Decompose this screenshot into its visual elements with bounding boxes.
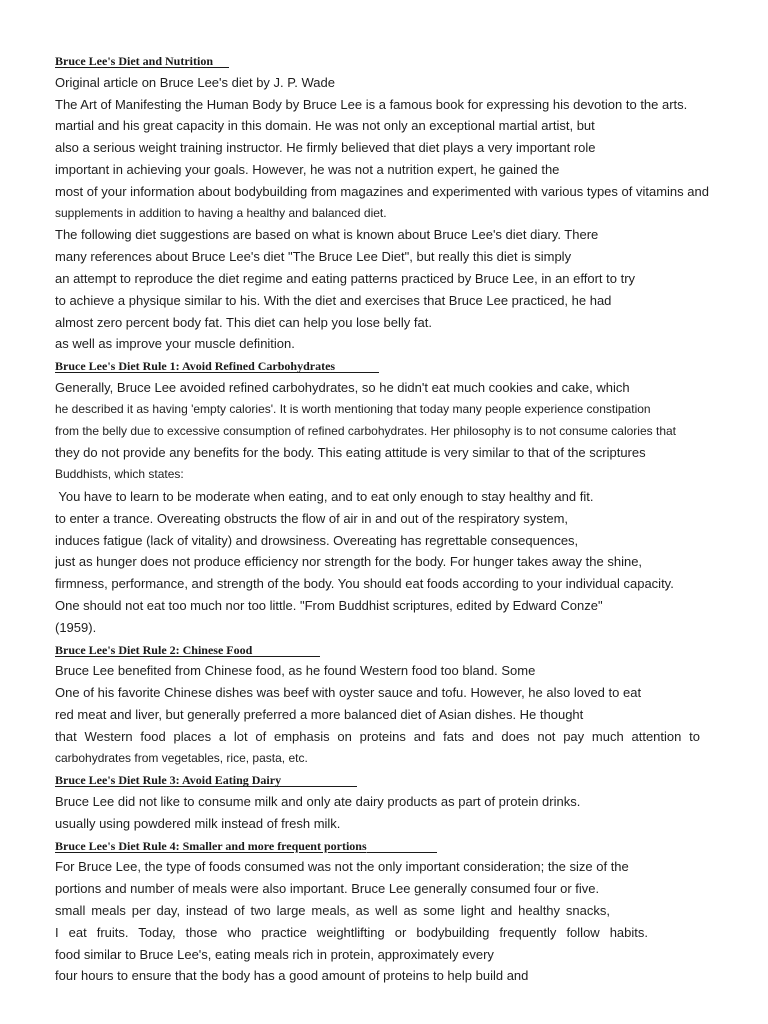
paragraph-line: red meat and liver, but generally preferred a more balanced diet of Asian dishes. He thought — [55, 706, 584, 722]
paragraph-line: For Bruce Lee, the type of foods consumed was not the only important consideration; the size of the — [55, 859, 629, 875]
paragraph-line: One should not eat too much nor too little. "From Buddhist scriptures, edited by Edward Conze" — [55, 597, 603, 613]
paragraph-line: Original article on Bruce Lee's diet by J. P. Wade — [55, 74, 335, 90]
paragraph-line: carbohydrates from vegetables, rice, pasta, etc. — [55, 750, 308, 765]
section-heading-text: Bruce Lee's Diet Rule 2: Chinese Food — [55, 642, 253, 657]
paragraph-line: Bruce Lee benefited from Chinese food, as he found Western food too bland. Some — [55, 663, 536, 679]
section-heading — [55, 835, 720, 857]
paragraph-line: most of your information about bodybuilding from magazines and experimented with various types of vitamins and — [55, 183, 709, 199]
paragraph-line: The Art of Manifesting the Human Body by Bruce Lee is a famous book for expressing his devotion to the arts. — [55, 96, 688, 112]
document-title-text: Bruce Lee's Diet and Nutrition — [55, 54, 213, 68]
paragraph-line: to achieve a physique similar to his. With the diet and exercises that Bruce Lee practiced, he had — [55, 292, 612, 308]
paragraph-line: almost zero percent body fat. This diet can help you lose belly fat. — [55, 314, 432, 330]
paragraph-line: Generally, Bruce Lee avoided refined carbohydrates, so he didn't eat much cookies and cake, which — [55, 379, 630, 395]
paragraph-line: usually using powdered milk instead of fresh milk. — [55, 815, 341, 831]
paragraph-line: from the belly due to excessive consumption of refined carbohydrates. Her philosophy is to not consume calories that — [55, 423, 676, 438]
section-heading-text: Bruce Lee's Diet Rule 3: Avoid Eating Dairy — [55, 773, 282, 788]
document-title — [55, 50, 720, 72]
section-heading-text: Bruce Lee's Diet Rule 1: Avoid Refined Carbohydrates — [55, 359, 336, 374]
paragraph-line: firmness, performance, and strength of the body. You should eat foods according to your individual capacity. — [55, 576, 674, 592]
paragraph-line: martial and his great capacity in this domain. He was not only an exceptional martial artist, but — [55, 118, 595, 134]
paragraph-line: One of his favorite Chinese dishes was beef with oyster sauce and tofu. However, he also loved to eat — [55, 685, 642, 701]
paragraph-line: as well as improve your muscle definition. — [55, 336, 295, 352]
paragraph-line: supplements in addition to having a healthy and balanced diet. — [55, 205, 387, 220]
section-heading-text: Bruce Lee's Diet Rule 4: Smaller and more frequent portions — [55, 838, 367, 853]
paragraph-line: induces fatigue (lack of vitality) and drowsiness. Overeating has regrettable consequences, — [55, 532, 579, 548]
section-heading — [55, 639, 720, 661]
section-heading — [55, 355, 720, 377]
paragraph-line: important in achieving your goals. However, he was not a nutrition expert, he gained the — [55, 161, 560, 177]
paragraph-line: Buddhists, which states: — [55, 467, 184, 482]
section-heading — [55, 769, 720, 791]
paragraph-line: I eat fruits. Today, those who practice weightlifting or bodybuilding frequently follow habits. — [55, 924, 648, 940]
paragraph-line: to enter a trance. Overeating obstructs the flow of air in and out of the respiratory system, — [55, 510, 569, 526]
paragraph-line: he described it as having 'empty calories'. It is worth mentioning that today many people experience constipation — [55, 401, 651, 416]
document-page — [55, 50, 720, 987]
paragraph-line: You have to learn to be moderate when eating, and to eat only enough to stay healthy and fit. — [55, 488, 594, 504]
paragraph-line: food similar to Bruce Lee's, eating meals rich in protein, approximately every — [55, 946, 494, 962]
paragraph-line: four hours to ensure that the body has a good amount of proteins to help build and — [55, 968, 529, 984]
paragraph-line: many references about Bruce Lee's diet "The Bruce Lee Diet", but really this diet is simply — [55, 249, 572, 265]
paragraph-line: an attempt to reproduce the diet regime and eating patterns practiced by Bruce Lee, in an effort to try — [55, 270, 636, 286]
paragraph-line: portions and number of meals were also important. Bruce Lee generally consumed four or five. — [55, 881, 600, 897]
paragraph-line: The following diet suggestions are based on what is known about Bruce Lee's diet diary. There — [55, 227, 599, 243]
paragraph-line: also a serious weight training instructor. He firmly believed that diet plays a very important role — [55, 140, 596, 156]
paragraph-line: Bruce Lee did not like to consume milk and only ate dairy products as part of protein drinks. — [55, 794, 581, 810]
paragraph-line: that Western food places a lot of emphasis on proteins and fats and does not pay much attention to — [55, 728, 700, 744]
paragraph-line: just as hunger does not produce efficiency nor strength for the body. For hunger takes away the shine, — [55, 554, 643, 570]
paragraph-line: small meals per day, instead of two large meals, as well as some light and healthy snacks, — [55, 903, 610, 919]
paragraph-line: they do not provide any benefits for the body. This eating attitude is very similar to that of the scriptures — [55, 445, 646, 461]
paragraph-line: (1959). — [55, 619, 97, 635]
